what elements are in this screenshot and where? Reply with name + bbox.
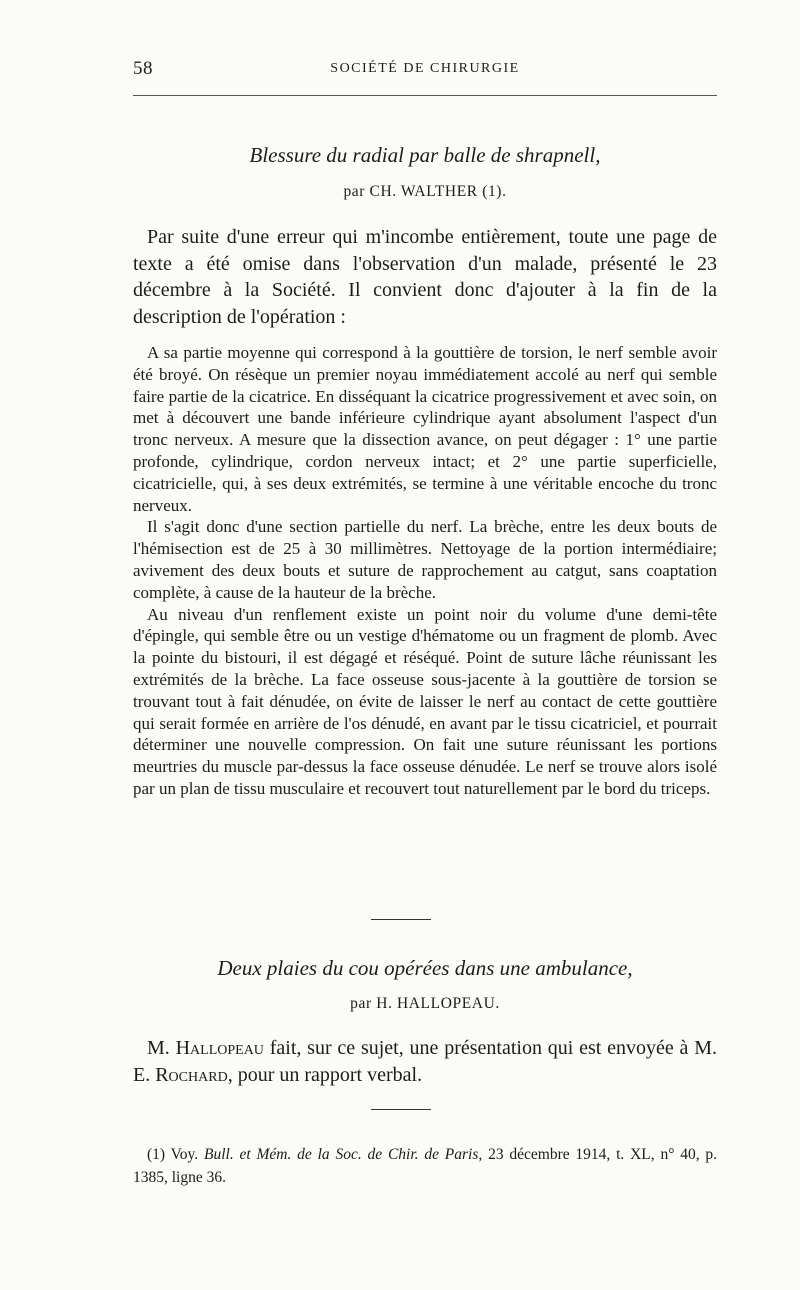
- journal-header-title: SOCIÉTÉ DE CHIRURGIE: [330, 61, 520, 76]
- author-name-hallopeau: Hallopeau: [175, 1037, 264, 1059]
- article-title-plaies: Deux plaies du cou opérées dans une ambulance,: [217, 956, 633, 980]
- page-number: 58: [133, 58, 153, 79]
- intro-paragraph: Par suite d'une erreur qui m'incombe entièrement, toute une page de texte a été omise dans l'observation d'un malade, présenté le 23 décembre à la Société. Il convient donc d'ajouter à la fin de la description de l'opération :: [133, 226, 717, 328]
- note-middle: fait, sur ce sujet, une présentation qui est envoyée à M. E.: [133, 1037, 717, 1086]
- footnote-journal: Bull. et Mém. de la Soc. de Chir. de Paris: [203, 1146, 479, 1163]
- body-paragraph: A sa partie moyenne qui correspond à la gouttière de torsion, le nerf semble avoir été broyé. On résèque un premier noyau immédiatement accolé au nerf qui semble faire partie de la cicatrice. En disséquant la cicatrice progressivement et avec soin, on met à découvert une bande inférieure cylindrique ayant absolument l'aspect d'un tronc nerveux. A mesure que la dissection avance, on peut dégager : 1° une partie profonde, cylindrique, cordon nerveux intact; et 2° une partie superficielle, cicatricielle, qui, à ses deux extrémités, se termine à une véritable encoche du tronc nerveux.: [133, 343, 717, 515]
- article-title-radial: Blessure du radial par balle de shrapnell,: [249, 143, 601, 167]
- operation-description: [133, 342, 717, 800]
- presentation-note: [133, 1035, 717, 1088]
- body-paragraph: Il s'agit donc d'une section partielle du nerf. La brèche, entre les deux bouts de l'hémisection est de 25 à 30 millimètres. Nettoyage de la portion intermédiaire; avivement des deux bouts et suture de rapprochement au catgut, sans coaptation complète, à cause de la hauteur de la brèche.: [133, 517, 717, 602]
- footnote: [133, 1143, 717, 1189]
- body-paragraph: Au niveau d'un renflement existe un point noir du volume d'une demi-tête d'épingle, qui semble être ou un vestige d'hématome ou un fragment de plomb. Avec la pointe du bistouri, il est dégagé et réséqué. Point de suture lâche réunissant les extrémités de la brèche. La face osseuse sous-jacente à la gouttière de torsion se trouvant tout à fait dénudée, on évite de laisser le nerf au contact de cette gouttière qui serait formée en arrière de l'os dénudé, en avant par le tissu cicatriciel, et pourrait déterminer une nouvelle compression. On fait une suture réunissant les portions meurtries du muscle par-dessus la face osseuse dénudée. Le nerf se trouve alors isolé par un plan de tissu musculaire et recouvert tout naturellement par le bord du triceps.: [133, 604, 717, 798]
- footnote-separator: [371, 1109, 431, 1110]
- header-rule: [133, 95, 717, 96]
- footnote-marker: (1) Voy.: [147, 1146, 204, 1163]
- author-name-rochard: Rochard: [155, 1063, 228, 1086]
- section-separator: [371, 919, 431, 920]
- running-head: [133, 58, 717, 84]
- note-prefix: M.: [147, 1037, 176, 1059]
- article-byline-walther: par CH. WALTHER (1).: [343, 183, 507, 200]
- footnote-details: , 23 décembre 1914, t. XL, n° 40, p. 1385, ligne 36.: [133, 1146, 718, 1186]
- note-end: , pour un rapport verbal.: [227, 1063, 423, 1086]
- article-byline-hallopeau: par H. HALLOPEAU.: [350, 995, 500, 1012]
